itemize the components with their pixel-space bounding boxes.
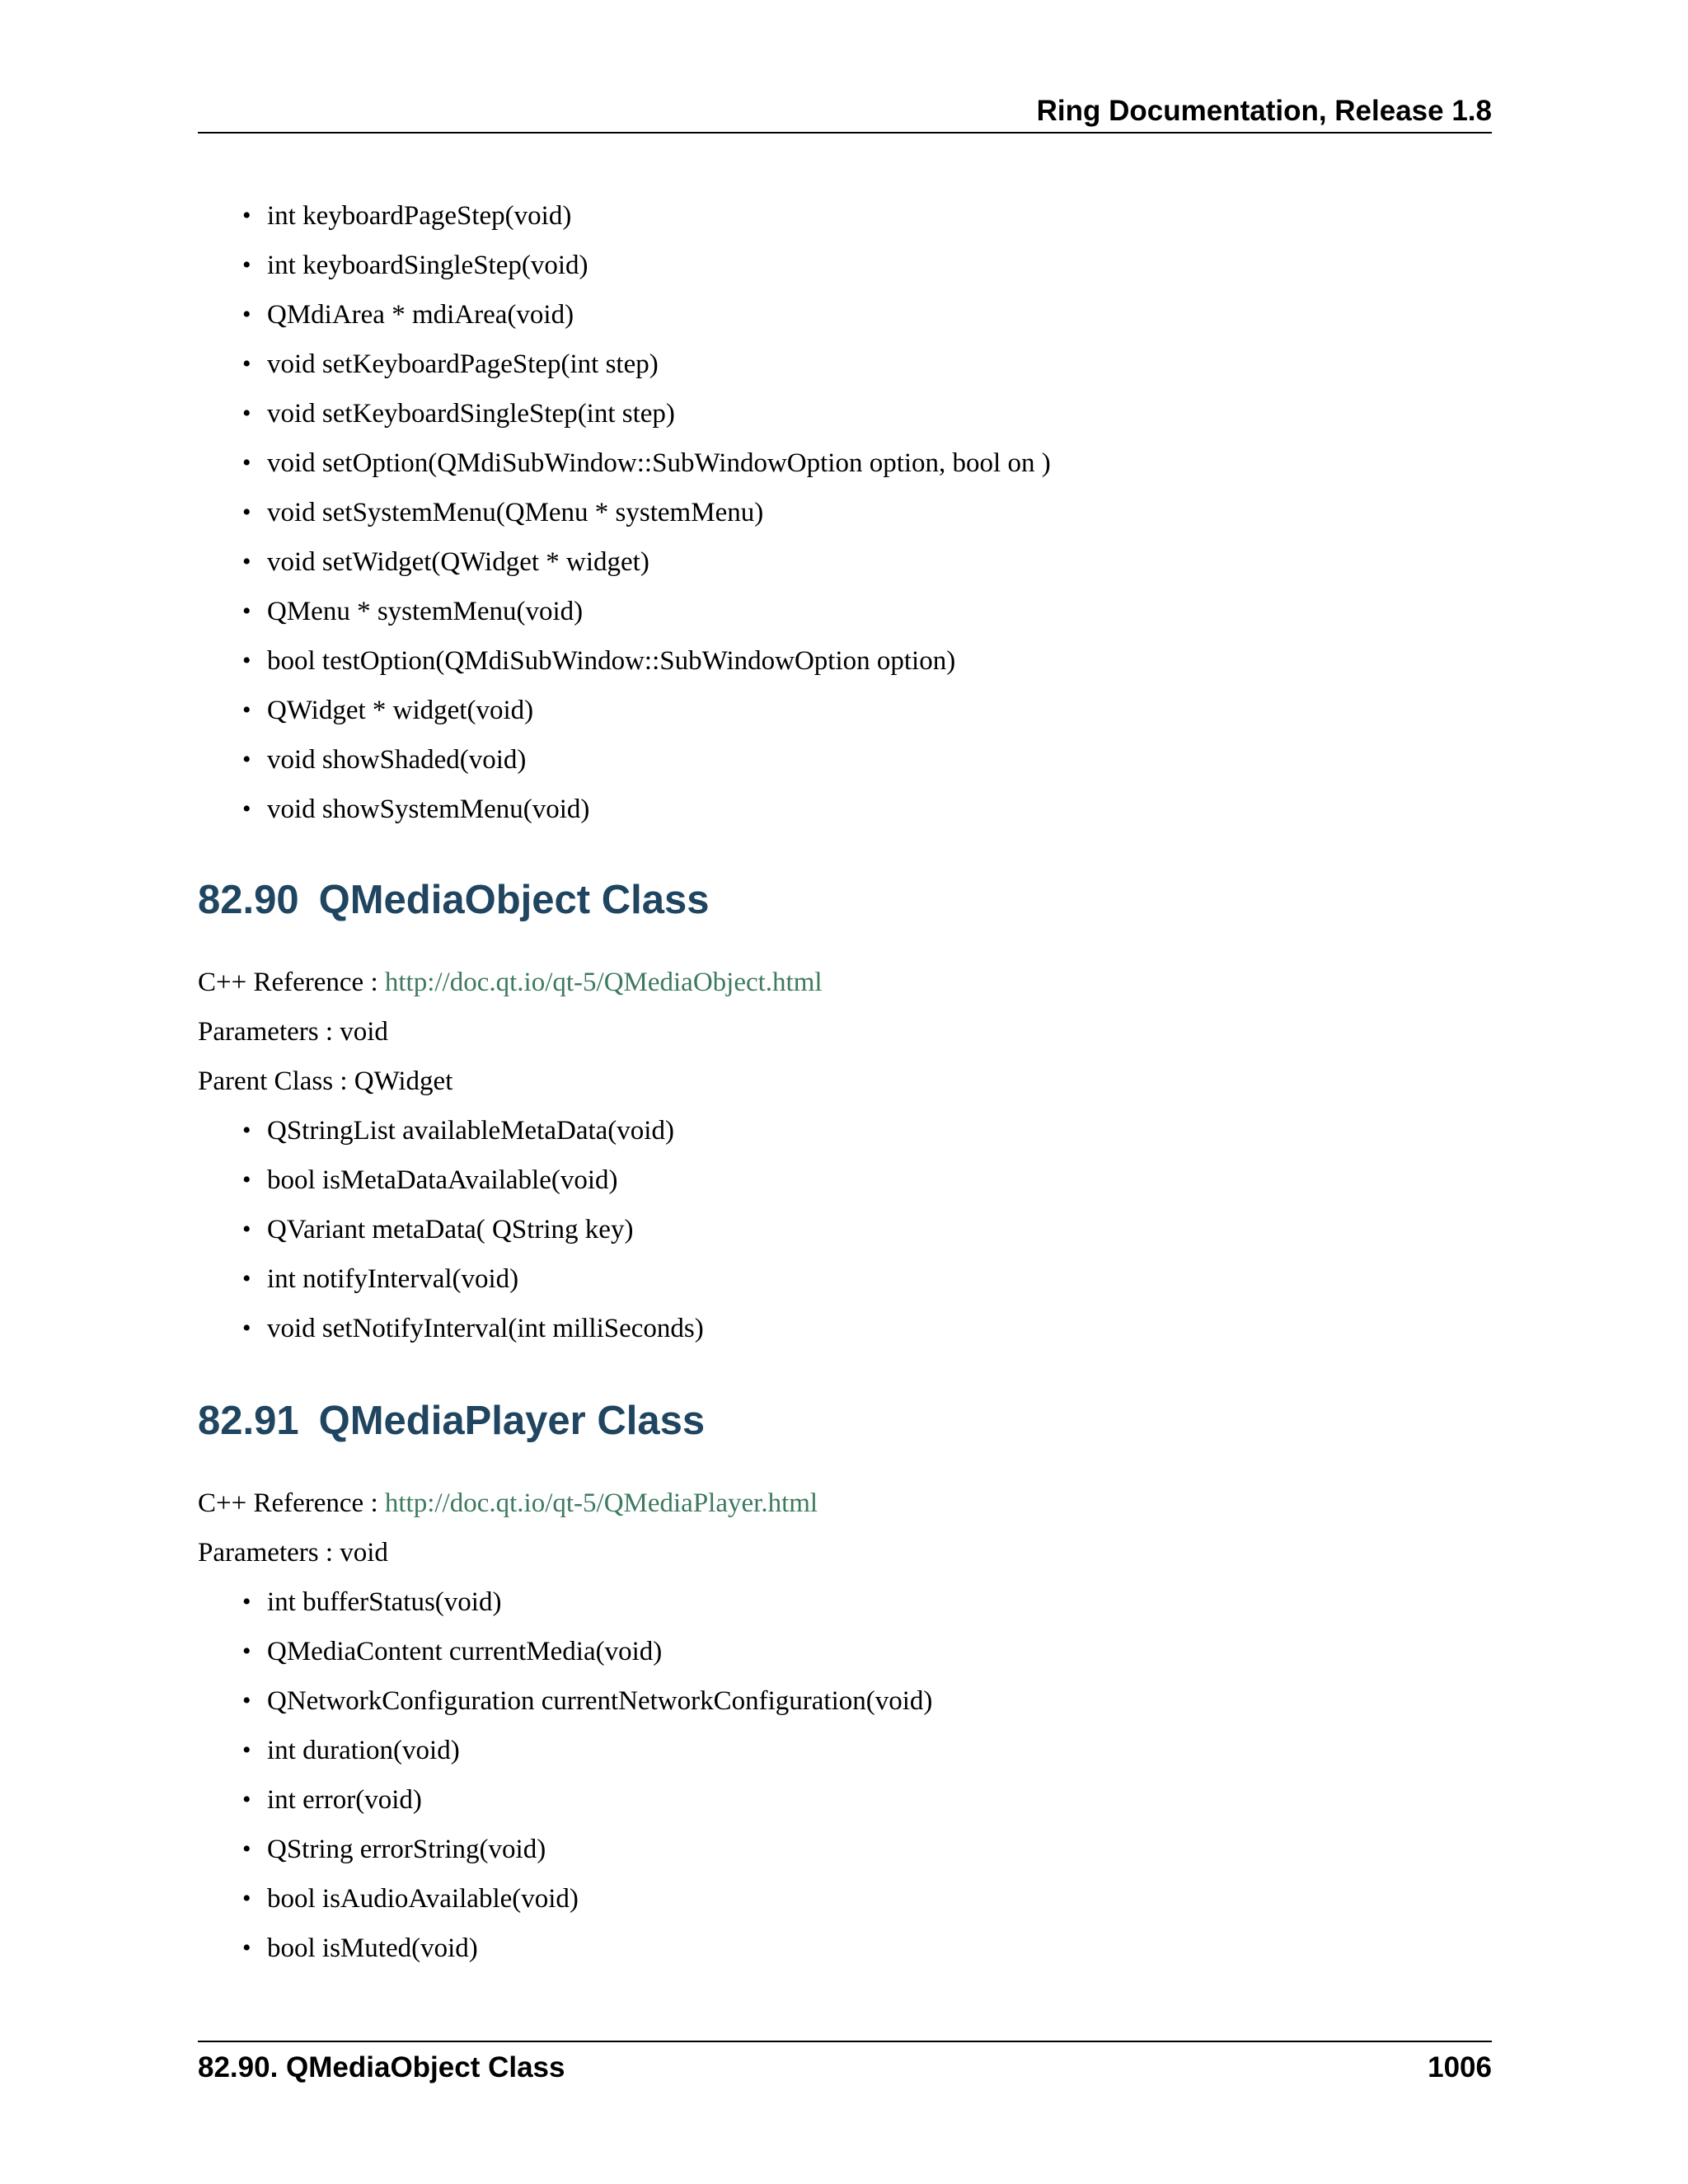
bullet-icon: • bbox=[242, 1315, 251, 1342]
list-item: • bool isMetaDataAvailable(void) bbox=[267, 1155, 1492, 1205]
section-qmediaplayer bbox=[198, 1396, 1492, 1973]
list-item: • int error(void) bbox=[267, 1775, 1492, 1825]
list-item: • void showSystemMenu(void) bbox=[267, 785, 1492, 834]
list-item: • bool isAudioAvailable(void) bbox=[267, 1874, 1492, 1924]
bullet-icon: • bbox=[242, 251, 251, 279]
parameters-line: Parameters : void bbox=[198, 1538, 388, 1568]
bullet-icon: • bbox=[242, 1687, 251, 1714]
list-item: • void showShaded(void) bbox=[267, 735, 1492, 785]
list-item: • QWidget * widget(void) bbox=[267, 686, 1492, 735]
list-item: • void setKeyboardPageStep(int step) bbox=[267, 340, 1492, 389]
bullet-icon: • bbox=[242, 350, 251, 377]
page-content bbox=[198, 191, 1492, 1973]
list-item: • bool testOption(QMdiSubWindow::SubWindowOption option) bbox=[267, 636, 1492, 686]
bullet-icon: • bbox=[242, 795, 251, 823]
reference-link[interactable]: http://doc.qt.io/qt-5/QMediaObject.html bbox=[384, 968, 823, 997]
list-item: • QMenu * systemMenu(void) bbox=[267, 587, 1492, 636]
page-footer bbox=[198, 2041, 1492, 2092]
bullet-icon: • bbox=[242, 400, 251, 427]
bullet-icon: • bbox=[242, 1588, 251, 1615]
reference-link[interactable]: http://doc.qt.io/qt-5/QMediaPlayer.html bbox=[384, 1488, 818, 1518]
list-item: • void setKeyboardSingleStep(int step) bbox=[267, 389, 1492, 438]
page-number: 1006 bbox=[1428, 2051, 1492, 2083]
bullet-icon: • bbox=[242, 1638, 251, 1665]
bullet-icon: • bbox=[242, 1885, 251, 1912]
bullet-icon: • bbox=[242, 548, 251, 575]
page-header bbox=[198, 92, 1492, 134]
bullet-icon: • bbox=[242, 202, 251, 229]
list-item: • QNetworkConfiguration currentNetworkConfiguration(void) bbox=[267, 1676, 1492, 1726]
section-heading[interactable] bbox=[198, 875, 1492, 925]
footer-section-title: 82.90. QMediaObject Class bbox=[198, 2051, 565, 2083]
bullet-icon: • bbox=[242, 1835, 251, 1863]
bullet-icon: • bbox=[242, 449, 251, 476]
class-meta bbox=[198, 1479, 1492, 1577]
bullet-icon: • bbox=[242, 598, 251, 625]
section-qmediaobject bbox=[198, 875, 1492, 1353]
list-item: • int bufferStatus(void) bbox=[267, 1577, 1492, 1627]
document-title: Ring Documentation, Release 1.8 bbox=[1036, 95, 1492, 127]
list-item: • void setNotifyInterval(int milliSeconds) bbox=[267, 1304, 1492, 1353]
section-title: QMediaPlayer Class bbox=[318, 1399, 706, 1443]
cpp-reference: C++ Reference : http://doc.qt.io/qt-5/QMediaPlayer.html bbox=[198, 1488, 818, 1518]
method-list-qmdisubwindow bbox=[198, 191, 1492, 834]
list-item: • void setSystemMenu(QMenu * systemMenu) bbox=[267, 488, 1492, 537]
list-item: • QMdiArea * mdiArea(void) bbox=[267, 290, 1492, 340]
method-list-qmediaobject bbox=[198, 1106, 1492, 1353]
bullet-icon: • bbox=[242, 499, 251, 526]
bullet-icon: • bbox=[242, 696, 251, 724]
cpp-reference: C++ Reference : http://doc.qt.io/qt-5/QMediaObject.html bbox=[198, 968, 823, 997]
class-meta bbox=[198, 958, 1492, 1106]
bullet-icon: • bbox=[242, 1166, 251, 1193]
section-title: QMediaObject Class bbox=[318, 878, 710, 922]
bullet-icon: • bbox=[242, 1265, 251, 1292]
list-item: • bool isMuted(void) bbox=[267, 1924, 1492, 1973]
section-number: 82.90 bbox=[198, 878, 299, 922]
list-item: • QString errorString(void) bbox=[267, 1825, 1492, 1874]
list-item: • void setWidget(QWidget * widget) bbox=[267, 537, 1492, 587]
parent-class-line: Parent Class : QWidget bbox=[198, 1066, 453, 1096]
list-item: • int notifyInterval(void) bbox=[267, 1254, 1492, 1304]
list-item: • int keyboardPageStep(void) bbox=[267, 191, 1492, 241]
list-item: • QStringList availableMetaData(void) bbox=[267, 1106, 1492, 1155]
method-list-qmediaplayer bbox=[198, 1577, 1492, 1973]
bullet-icon: • bbox=[242, 1736, 251, 1764]
section-heading[interactable] bbox=[198, 1396, 1492, 1446]
list-item: • int duration(void) bbox=[267, 1726, 1492, 1775]
bullet-icon: • bbox=[242, 1934, 251, 1961]
bullet-icon: • bbox=[242, 746, 251, 773]
list-item: • QVariant metaData( QString key) bbox=[267, 1205, 1492, 1254]
bullet-icon: • bbox=[242, 1786, 251, 1813]
list-item: • QMediaContent currentMedia(void) bbox=[267, 1627, 1492, 1676]
section-number: 82.91 bbox=[198, 1399, 299, 1443]
parameters-line: Parameters : void bbox=[198, 1017, 388, 1047]
list-item: • void setOption(QMdiSubWindow::SubWindowOption option, bool on ) bbox=[267, 438, 1492, 488]
bullet-icon: • bbox=[242, 1117, 251, 1144]
list-item: • int keyboardSingleStep(void) bbox=[267, 241, 1492, 290]
bullet-icon: • bbox=[242, 1216, 251, 1243]
bullet-icon: • bbox=[242, 647, 251, 674]
bullet-icon: • bbox=[242, 301, 251, 328]
